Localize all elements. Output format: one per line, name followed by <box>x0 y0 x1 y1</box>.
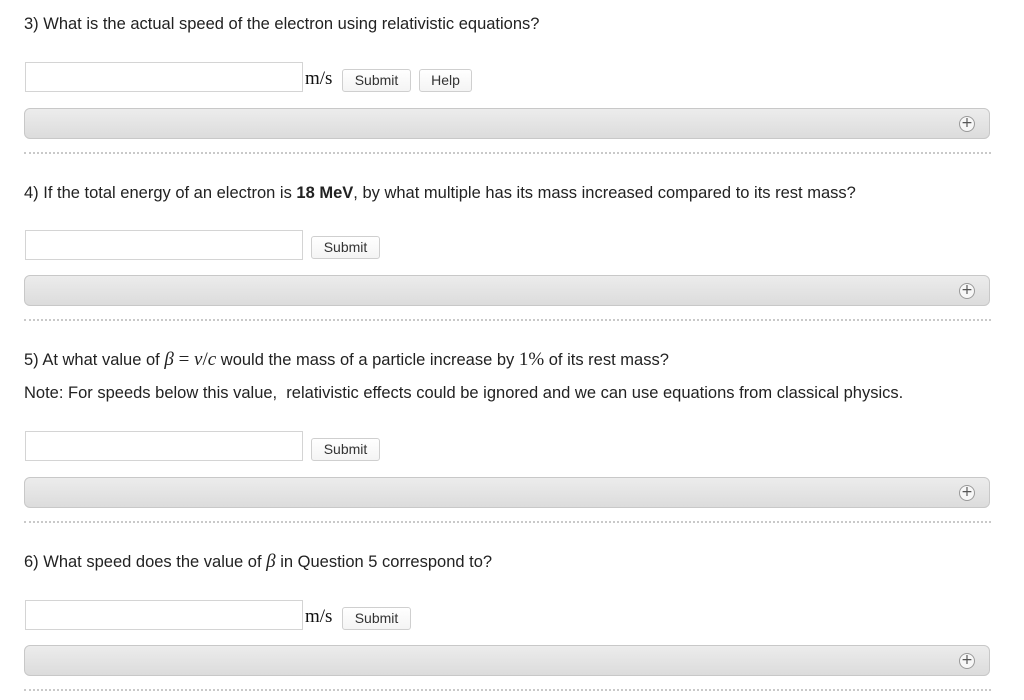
question-6-text-end: in Question 5 correspond to? <box>275 553 493 571</box>
question-5-text-middle: would the mass of a particle increase by <box>216 351 519 369</box>
question-5-feedback-bar[interactable] <box>24 477 990 508</box>
question-5-text <box>24 350 669 370</box>
question-4-energy-value: 18 MeV <box>296 184 354 202</box>
question-3-text: 3) What is the actual speed of the electron using relativistic equations? <box>24 15 540 33</box>
divider <box>24 319 991 321</box>
question-3-answer-input[interactable] <box>25 62 303 92</box>
beta-symbol: β <box>164 349 174 370</box>
question-5-note: Note: For speeds below this value, relativistic effects could be ignored and we can use equations from classical physics. <box>24 384 904 402</box>
equals-sign: = <box>173 349 195 370</box>
question-3-help-button[interactable]: Help <box>419 69 472 92</box>
divider <box>24 152 991 154</box>
divider <box>24 689 991 691</box>
question-4-text-end: , by what multiple has its mass increased compared to its rest mass? <box>353 184 856 202</box>
plus-circle-icon[interactable]: + <box>959 485 975 501</box>
c-symbol: c <box>207 349 217 370</box>
question-4-submit-button[interactable]: Submit <box>311 236 380 259</box>
question-3-unit: m/s <box>305 68 333 89</box>
question-6-beta <box>266 551 275 572</box>
question-4-text <box>24 183 856 203</box>
question-6-submit-button[interactable]: Submit <box>342 607 411 630</box>
plus-circle-icon[interactable]: + <box>959 653 975 669</box>
question-3-feedback-bar[interactable] <box>24 108 990 139</box>
question-5-percent: 1% <box>518 349 545 370</box>
question-4-text-start: 4) If the total energy of an electron is <box>24 184 297 202</box>
slash-symbol: / <box>202 349 208 370</box>
question-6-feedback-bar[interactable] <box>24 645 990 676</box>
question-5-text-start: 5) At what value of <box>24 351 165 369</box>
v-symbol: v <box>194 349 203 370</box>
question-6-text-start: 6) What speed does the value of <box>24 553 267 571</box>
question-5-beta-equation <box>164 349 216 370</box>
question-5-answer-input[interactable] <box>25 431 303 461</box>
question-3-submit-button[interactable]: Submit <box>342 69 411 92</box>
question-5-text-end: of its rest mass? <box>544 351 669 369</box>
beta-symbol: β <box>266 551 276 572</box>
question-4-feedback-bar[interactable] <box>24 275 990 306</box>
question-6-text <box>24 552 492 572</box>
plus-circle-icon[interactable]: + <box>959 283 975 299</box>
divider <box>24 521 991 523</box>
plus-circle-icon[interactable]: + <box>959 116 975 132</box>
question-6-answer-input[interactable] <box>25 600 303 630</box>
question-6-unit: m/s <box>305 606 333 627</box>
question-4-answer-input[interactable] <box>25 230 303 260</box>
question-5-submit-button[interactable]: Submit <box>311 438 380 461</box>
